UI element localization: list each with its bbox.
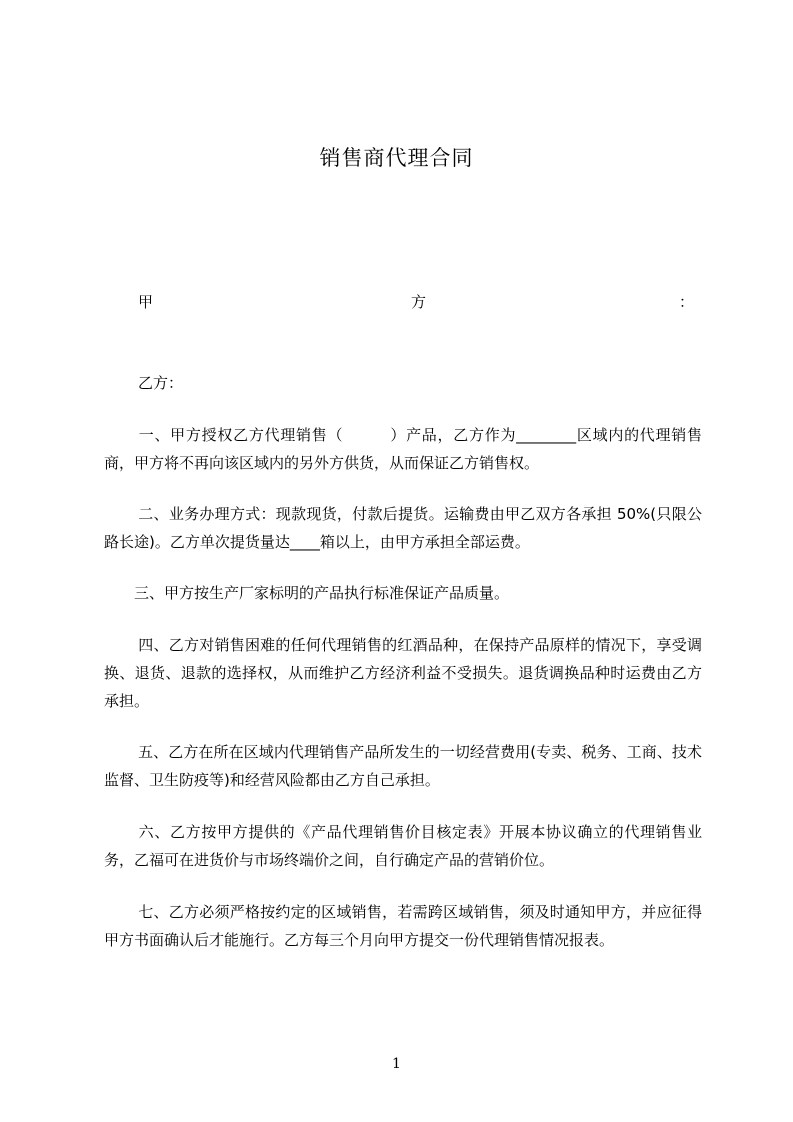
clause-7-text: 七、乙方必须严格按约定的区域销售，若需跨区域销售，须及时通知甲方，并应征得甲方书面确认后才能施行。乙方每三个月向甲方提交一份代理销售情况报表。 <box>104 903 702 949</box>
clause-7 <box>104 898 702 954</box>
document-title: 销售商代理合同 <box>319 146 474 170</box>
party-a-char-1: 甲 <box>138 293 154 311</box>
party-a-line <box>138 291 694 313</box>
clause-4-text: 四、乙方对销售困难的任何代理销售的红酒品种，在保持产品原样的情况下，享受调换、退货、退款的选择权，从而维护乙方经济利益不受损失。退货调换品种时运费由乙方承担。 <box>104 636 702 710</box>
party-b-label: 乙方： <box>138 374 184 392</box>
party-a-colon: ： <box>678 293 694 311</box>
page-number: 1 <box>392 1056 401 1072</box>
clause-3 <box>104 579 702 607</box>
clause-6-text: 六、乙方按甲方提供的《产品代理销售价目核定表》开展本协议确立的代理销售业务，乙福可在进货价与市场终端价之间，自行确定产品的营销价位。 <box>104 823 702 869</box>
clause-1-text: 一、甲方授权乙方代理销售（ ）产品，乙方作为________区域内的代理销售商，甲方将不再向该区域内的另外方供货，从而保证乙方销售权。 <box>104 426 702 472</box>
clause-1 <box>104 421 702 477</box>
clause-5 <box>104 738 702 794</box>
clause-2 <box>104 500 702 556</box>
clause-5-text: 五、乙方在所在区域内代理销售产品所发生的一切经营费用(专卖、税务、工商、技术监督、卫生防疫等)和经营风险都由乙方自己承担。 <box>104 743 702 789</box>
clause-2-text: 二、业务办理方式：现款现货，付款后提货。运输费由甲乙双方各承担 50%(只限公路长途)。乙方单次提货量达____箱以上，由甲方承担全部运费。 <box>104 505 702 551</box>
clause-4 <box>104 631 702 715</box>
party-a-char-2: 方 <box>411 293 427 311</box>
clause-3-text: 三、甲方按生产厂家标明的产品执行标准保证产品质量。 <box>134 584 510 602</box>
clause-6 <box>104 818 702 874</box>
